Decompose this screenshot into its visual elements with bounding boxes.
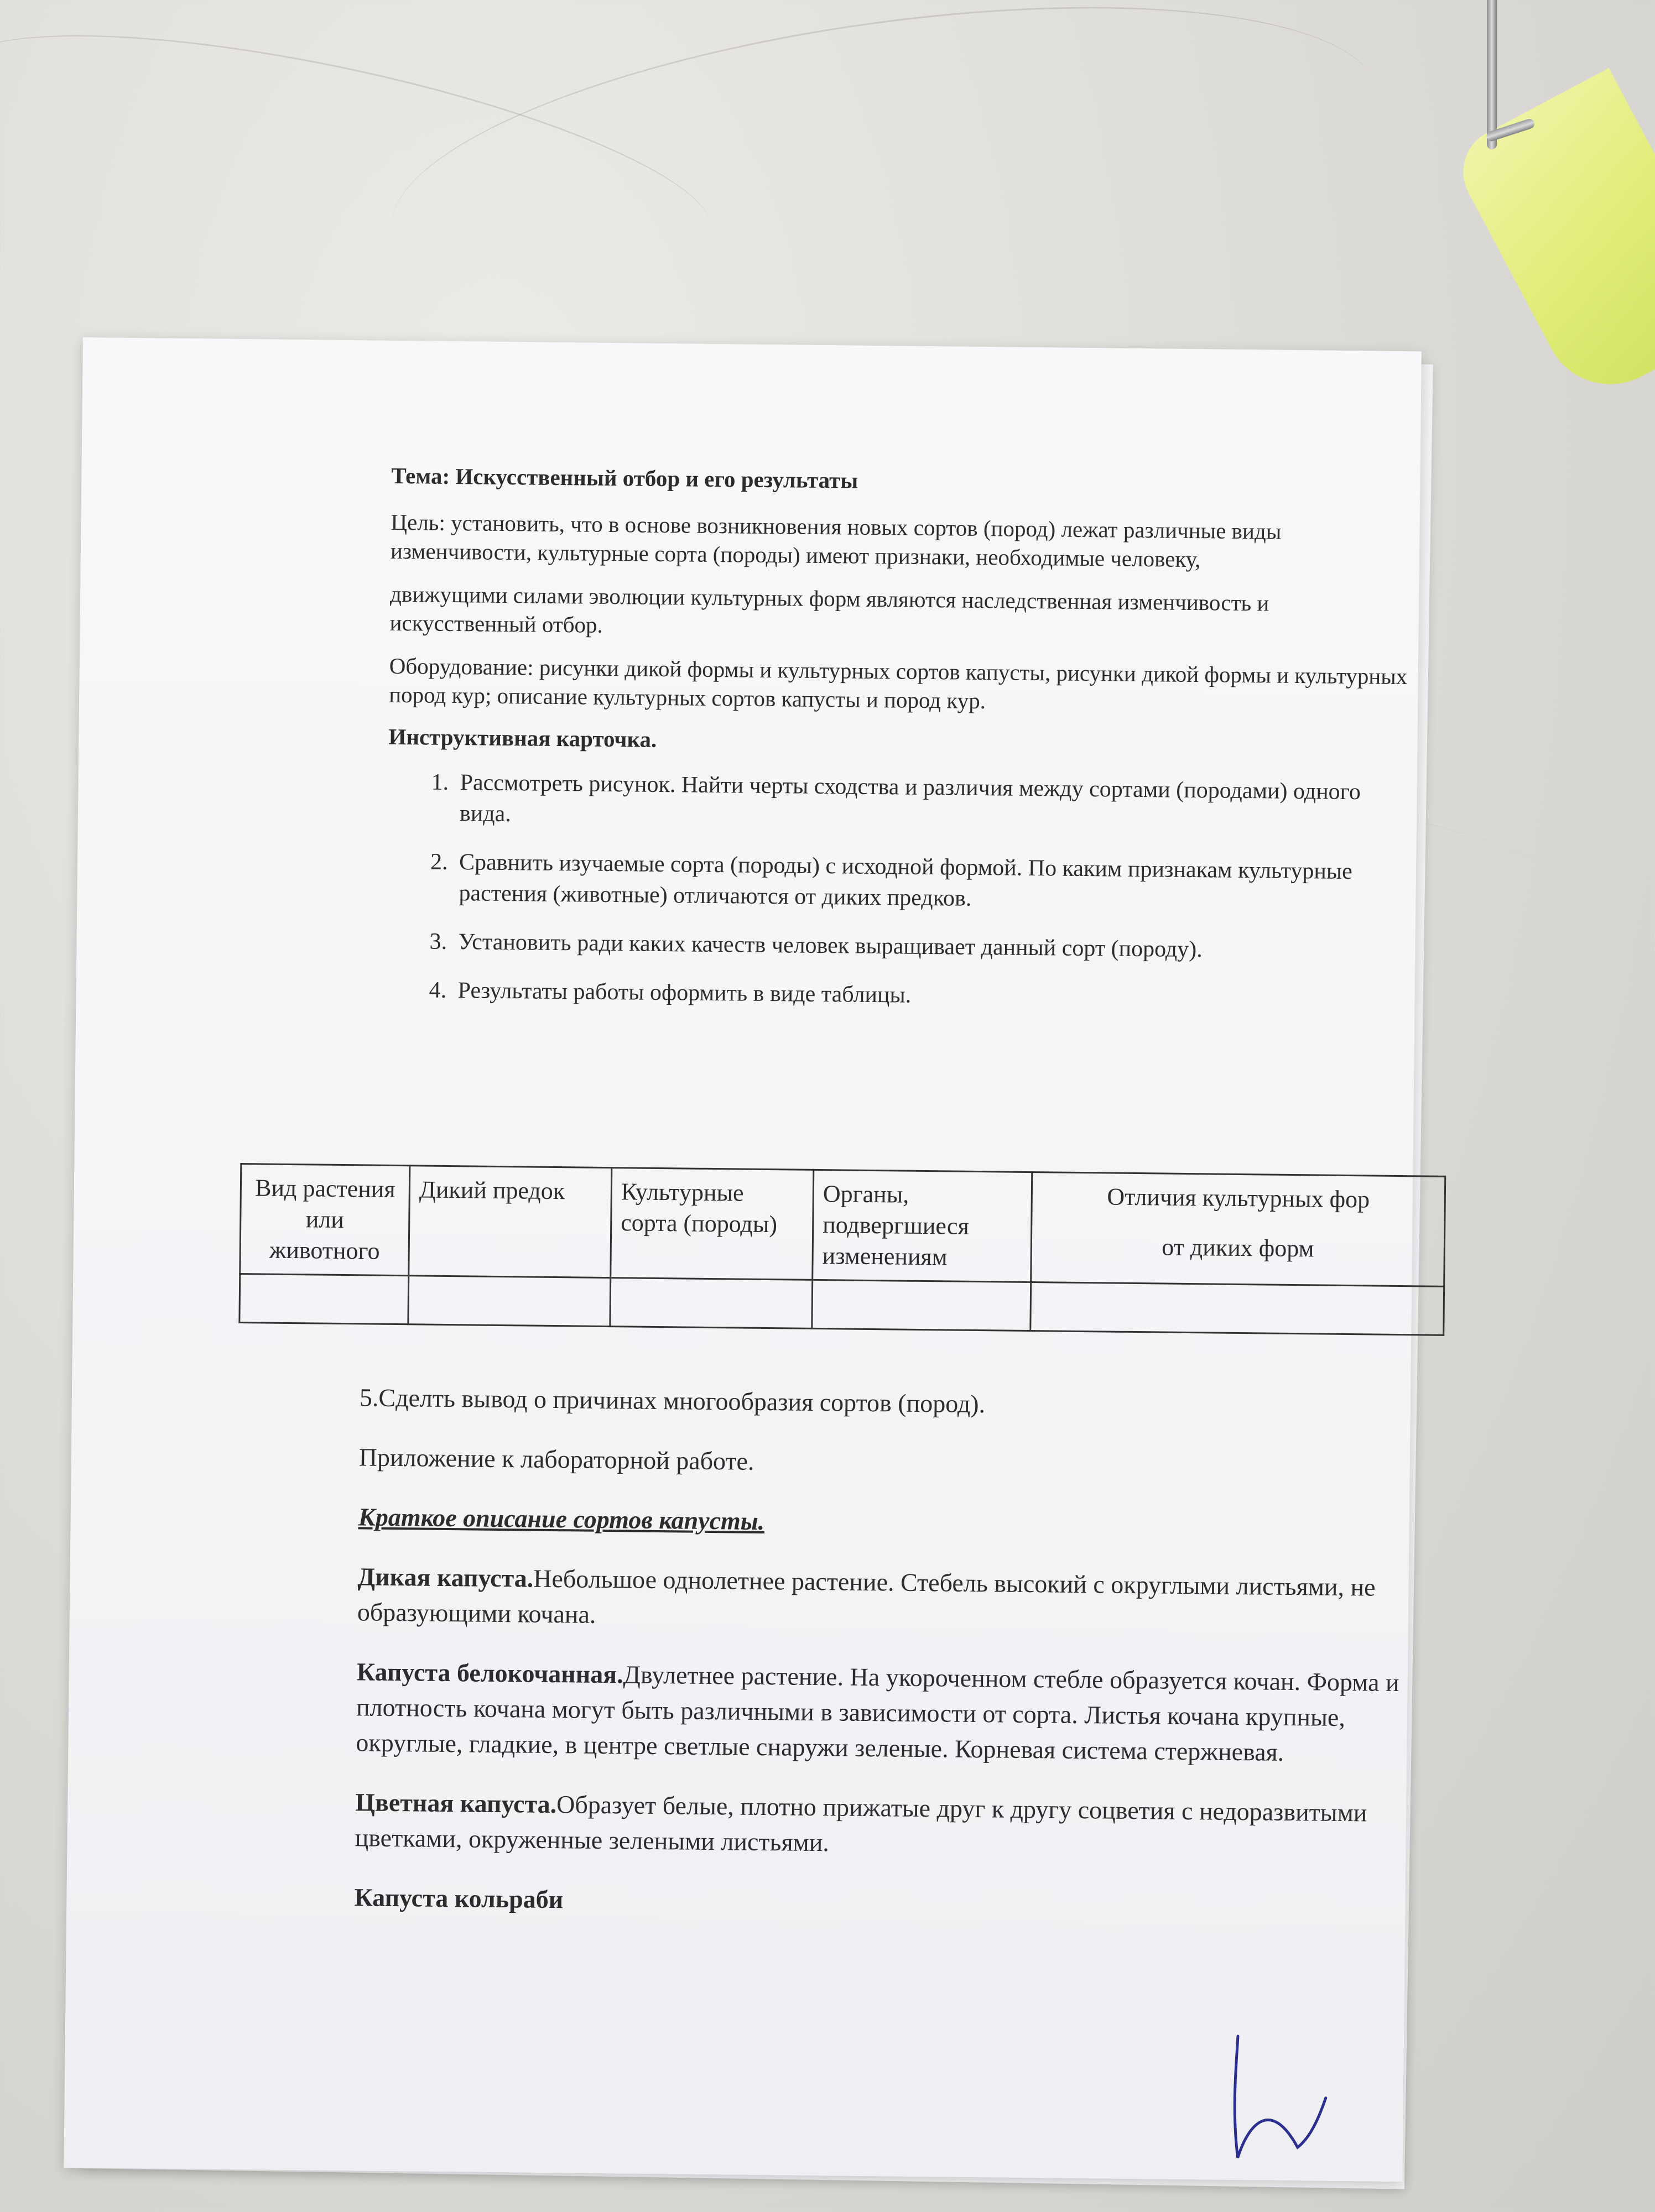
worksheet-page [64,337,1422,2182]
header-cell-differences [1031,1172,1445,1287]
appendix-label: Приложение к лабораторной работе. [358,1443,754,1475]
variety-text: Образует белые, плотно прижатые друг к другу соцветия с недоразвитыми цветками, окруженные зелеными листьями. [355,1790,1367,1857]
variety-name: Капуста кольраби [354,1883,564,1914]
worksheet-content [386,462,1415,1034]
header-cell-wild-ancestor: Дикий предок [409,1166,612,1278]
appendix-section [354,1380,1455,1951]
header-cell-changed-organs: Органы, подвергшиеся изменениям [813,1170,1032,1282]
page-title: Тема: Искусственный отбор и его результаты [391,462,858,493]
variety-text: Двулетнее растение. На укороченном стебле образуется кочан. Форма и плотность кочана могут быть различными в зависимости от сорта. Листья кочана крупные, округлые, гладкие, в центре светлые снаружи зеленые. Корневая система стержневая. [356,1660,1399,1766]
metal-wire [1487,0,1497,149]
table-header-row [240,1164,1445,1287]
variety-name: Капуста белокочанная. [356,1657,623,1689]
table-cell-empty[interactable] [240,1274,409,1324]
step-five: 5.Сделть вывод о причинах многообразия сортов (пород). [359,1383,986,1418]
goal-paragraph: Цель: установить, что в основе возникновения новых сортов (пород) лежат различные виды изменчивости, культурные сорта (породы) имеют признаки, необходимые человеку, [390,509,1282,572]
variety-name: Цветная капуста. [355,1788,557,1819]
variety-wild-cabbage [357,1559,1453,1641]
handwritten-mark-icon [1215,2031,1344,2164]
variety-text: Небольшое однолетнее растение. Стебель высокий с округлыми листьями, не образующими кочана. [357,1564,1376,1629]
table-cell-empty[interactable] [408,1276,611,1327]
variety-cauliflower [355,1785,1450,1867]
instruction-steps [386,766,1411,1016]
appendix-heading: Краткое описание сортов капусты. [358,1503,765,1536]
header-cell-cultivated-varieties: Культурные сорта (породы) [611,1168,814,1280]
marble-vein [373,0,1397,368]
table-cell-empty[interactable] [610,1278,813,1329]
results-table [238,1163,1446,1336]
header-cell-species: Вид растения или животного [240,1164,410,1276]
step-item: 2. Сравнить изучаемые сорта (породы) с исходной формой. По каким признакам культурные растения (животные) отличаются от диких предков. [453,847,1411,919]
yellow-plastic-holder [1448,68,1655,408]
variety-white-cabbage [356,1654,1452,1772]
table-cell-empty[interactable] [1031,1282,1444,1335]
step-item: 4. Результаты работы оформить в виде таблицы. [452,975,1409,1016]
variety-kohlrabi [354,1880,1450,1927]
equipment-paragraph: Оборудование: рисунки дикой формы и культурных сортов капусты, рисунки дикой формы и культурных пород кур; описание культурных сортов капусты и пород кур. [389,653,1408,714]
instruction-heading: Инструктивная карточка. [388,723,657,752]
step-item: 3. Установить ради каких качеств человек выращивает данный сорт (породу). [452,926,1409,967]
header-differences-line1: Отличия культурных фор [1107,1183,1370,1213]
step-item: 1. Рассмотреть рисунок. Найти черты сходства и различия между сортами (породами) одного вида. [454,767,1412,839]
variety-name: Дикая капуста. [357,1562,534,1593]
header-differences-line2: от диких форм [1162,1233,1314,1262]
goal-continuation: движущими силами эволюции культурных форм являются наследственная изменчивость и искусственный отбор. [389,581,1269,638]
table-cell-empty[interactable] [812,1280,1031,1331]
